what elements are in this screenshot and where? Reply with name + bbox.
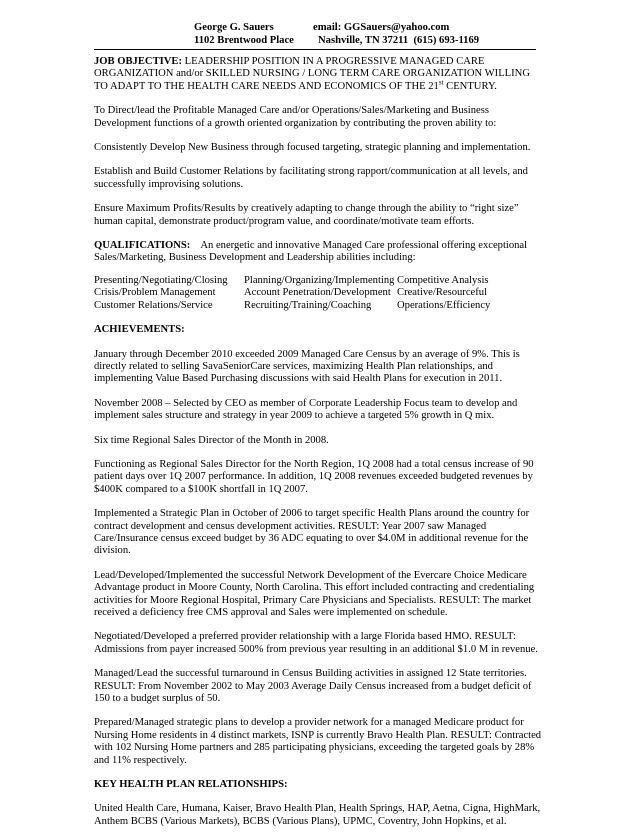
qualifications-label: QUALIFICATIONS:: [94, 240, 191, 252]
qualification-item: Operations/Efficiency: [397, 299, 491, 311]
achievement-item: Implemented a Strategic Plan in October of 2006 to target specific Health Plans around the country for contract development and census development activities. RESULT: Year 2007 saw Managed Care/Insurance census exceed budget by 36 ADC equating to over $4.0M in additional revenue for the division.: [94, 508, 530, 557]
objective-label: JOB OBJECTIVE:: [94, 56, 183, 67]
achievement-item: November 2008 – Selected by CEO as member of Corporate Leadership Focus team to develop and implement sales structure and strategy in year 2009 to achieve a targeted 5% growth in Q mix.: [94, 397, 518, 422]
qualifications-summary: [94, 240, 544, 265]
objective-superscript: st: [438, 78, 444, 87]
qualifications-grid: [94, 275, 544, 312]
candidate-name: George G. Sauers: [194, 22, 274, 33]
intro-paragraph: Establish and Build Customer Relations by facilitating strong rapport/communication at all levels, and successfully improvising solutions.: [94, 166, 528, 190]
candidate-email: email: GGSauers@yahoo.com: [313, 22, 450, 33]
achievement-item: Managed/Lead the successful turnaround in Census Building activities in assigned 12 State territories. RESULT: From November 2002 to May 2003 Average Daily Census increased from a budget deficit of 150 to a budget surplus of 50.: [94, 668, 532, 705]
intro-paragraph: To Direct/lead the Profitable Managed Care and/or Operations/Sales/Marketing and Business Development functions of a growth oriented organization by contributing the proven ability to:: [94, 105, 497, 129]
qualification-item: Recruiting/Training/Coaching: [244, 299, 372, 311]
qualification-item: Planning/Organizing/Implementing: [244, 274, 395, 286]
relationships-heading: KEY HEALTH PLAN RELATIONSHIPS:: [94, 779, 288, 791]
achievements-heading: ACHIEVEMENTS:: [94, 324, 185, 336]
job-objective: [94, 56, 544, 93]
achievement-item: Prepared/Managed strategic plans to develop a provider network for a managed Medicare product for Nursing Home residents in 4 distinct markets, ISNP is currently Bravo Health Plan. RESULT: Contracted with 102 Nursing Home partners and 285 participating physicians, exceeding the targeted goals by 28% and 11% respectively.: [94, 717, 542, 766]
qualification-item: Competitive Analysis: [397, 274, 489, 286]
achievement-item: Negotiated/Developed a preferred provider relationship with a large Florida based HMO. RESULT: Admissions from payer increased 500% from previous year resulting in an additional $1.0 M in revenue.: [94, 631, 538, 655]
relationships-text: United Health Care, Humana, Kaiser, Bravo Health Plan, Health Springs, HAP, Aetna, Cigna, HighMark, Anthem BCBS (Various Markets), BCBS (Various Plans), UPMC, Coventry, John Hopkins, et al.: [94, 803, 541, 827]
objective-text: LEADERSHIP POSITION IN A PROGRESSIVE MANAGED CARE ORGANIZATION and/or SKILLED NURSING / LONG TERM CARE ORGANIZATION WILLING TO ADAPT TO THE HEALTH CARE NEEDS AND ECONOMICS OF THE 21: [94, 56, 530, 92]
qualification-item: Account Penetration/Development: [244, 287, 391, 299]
qualification-item: Presenting/Negotiating/Closing: [94, 274, 228, 286]
resume-body: [94, 56, 544, 840]
achievement-item: Lead/Developed/Implemented the successful Network Development of the Evercare Choice Medicare Advantage product in Moore County, North Carolina. This effort included contracting and credentialing activities for Moore Regional Hospital, Primary Care Physicians and Specialists. RESULT: The market received a deficiency free CMS approval and Sales were implemented on schedule.: [94, 569, 535, 618]
qualification-item: Customer Relations/Service: [94, 299, 213, 311]
achievement-item: January through December 2010 exceeded 2009 Managed Care Census by an average of 9%. This is directly related to selling SavaSeniorCare services, maximizing Health Plan relationships, and implementing Value Based Purchasing discussions with said Health Plans for execution in 2011.: [94, 348, 520, 385]
city-phone: Nashville, TN 37211 (615) 693-1169: [318, 35, 480, 46]
achievement-item: Functioning as Regional Sales Director for the North Region, 1Q 2008 had a total census increase of 90 patient days over 1Q 2007 performance. In addition, 1Q 2008 revenues exceeded budgeted revenues by $400K compared to a $100K shortfall in 1Q 2007.: [94, 458, 534, 495]
street-address: 1102 Brentwood Place: [194, 35, 294, 46]
objective-text-end: CENTURY.: [443, 80, 497, 92]
intro-paragraph: Consistently Develop New Business through focused targeting, strategic planning and implementation.: [94, 142, 531, 154]
qualifications-text: An energetic and innovative Managed Care professional offering exceptional Sales/Marketing, Business Development and Leadership abilities including:: [94, 240, 530, 264]
header-divider: [94, 49, 536, 50]
achievement-item: Six time Regional Sales Director of the Month in 2008.: [94, 434, 329, 446]
intro-paragraph: Ensure Maximum Profits/Results by creatively adapting to change through the ability to “right size” human capital, demonstrate product/program value, and coordinate/motivate team efforts.: [94, 203, 519, 227]
qualification-item: Crisis/Problem Management: [94, 287, 216, 299]
qualification-item: Creative/Resourceful: [397, 287, 488, 299]
